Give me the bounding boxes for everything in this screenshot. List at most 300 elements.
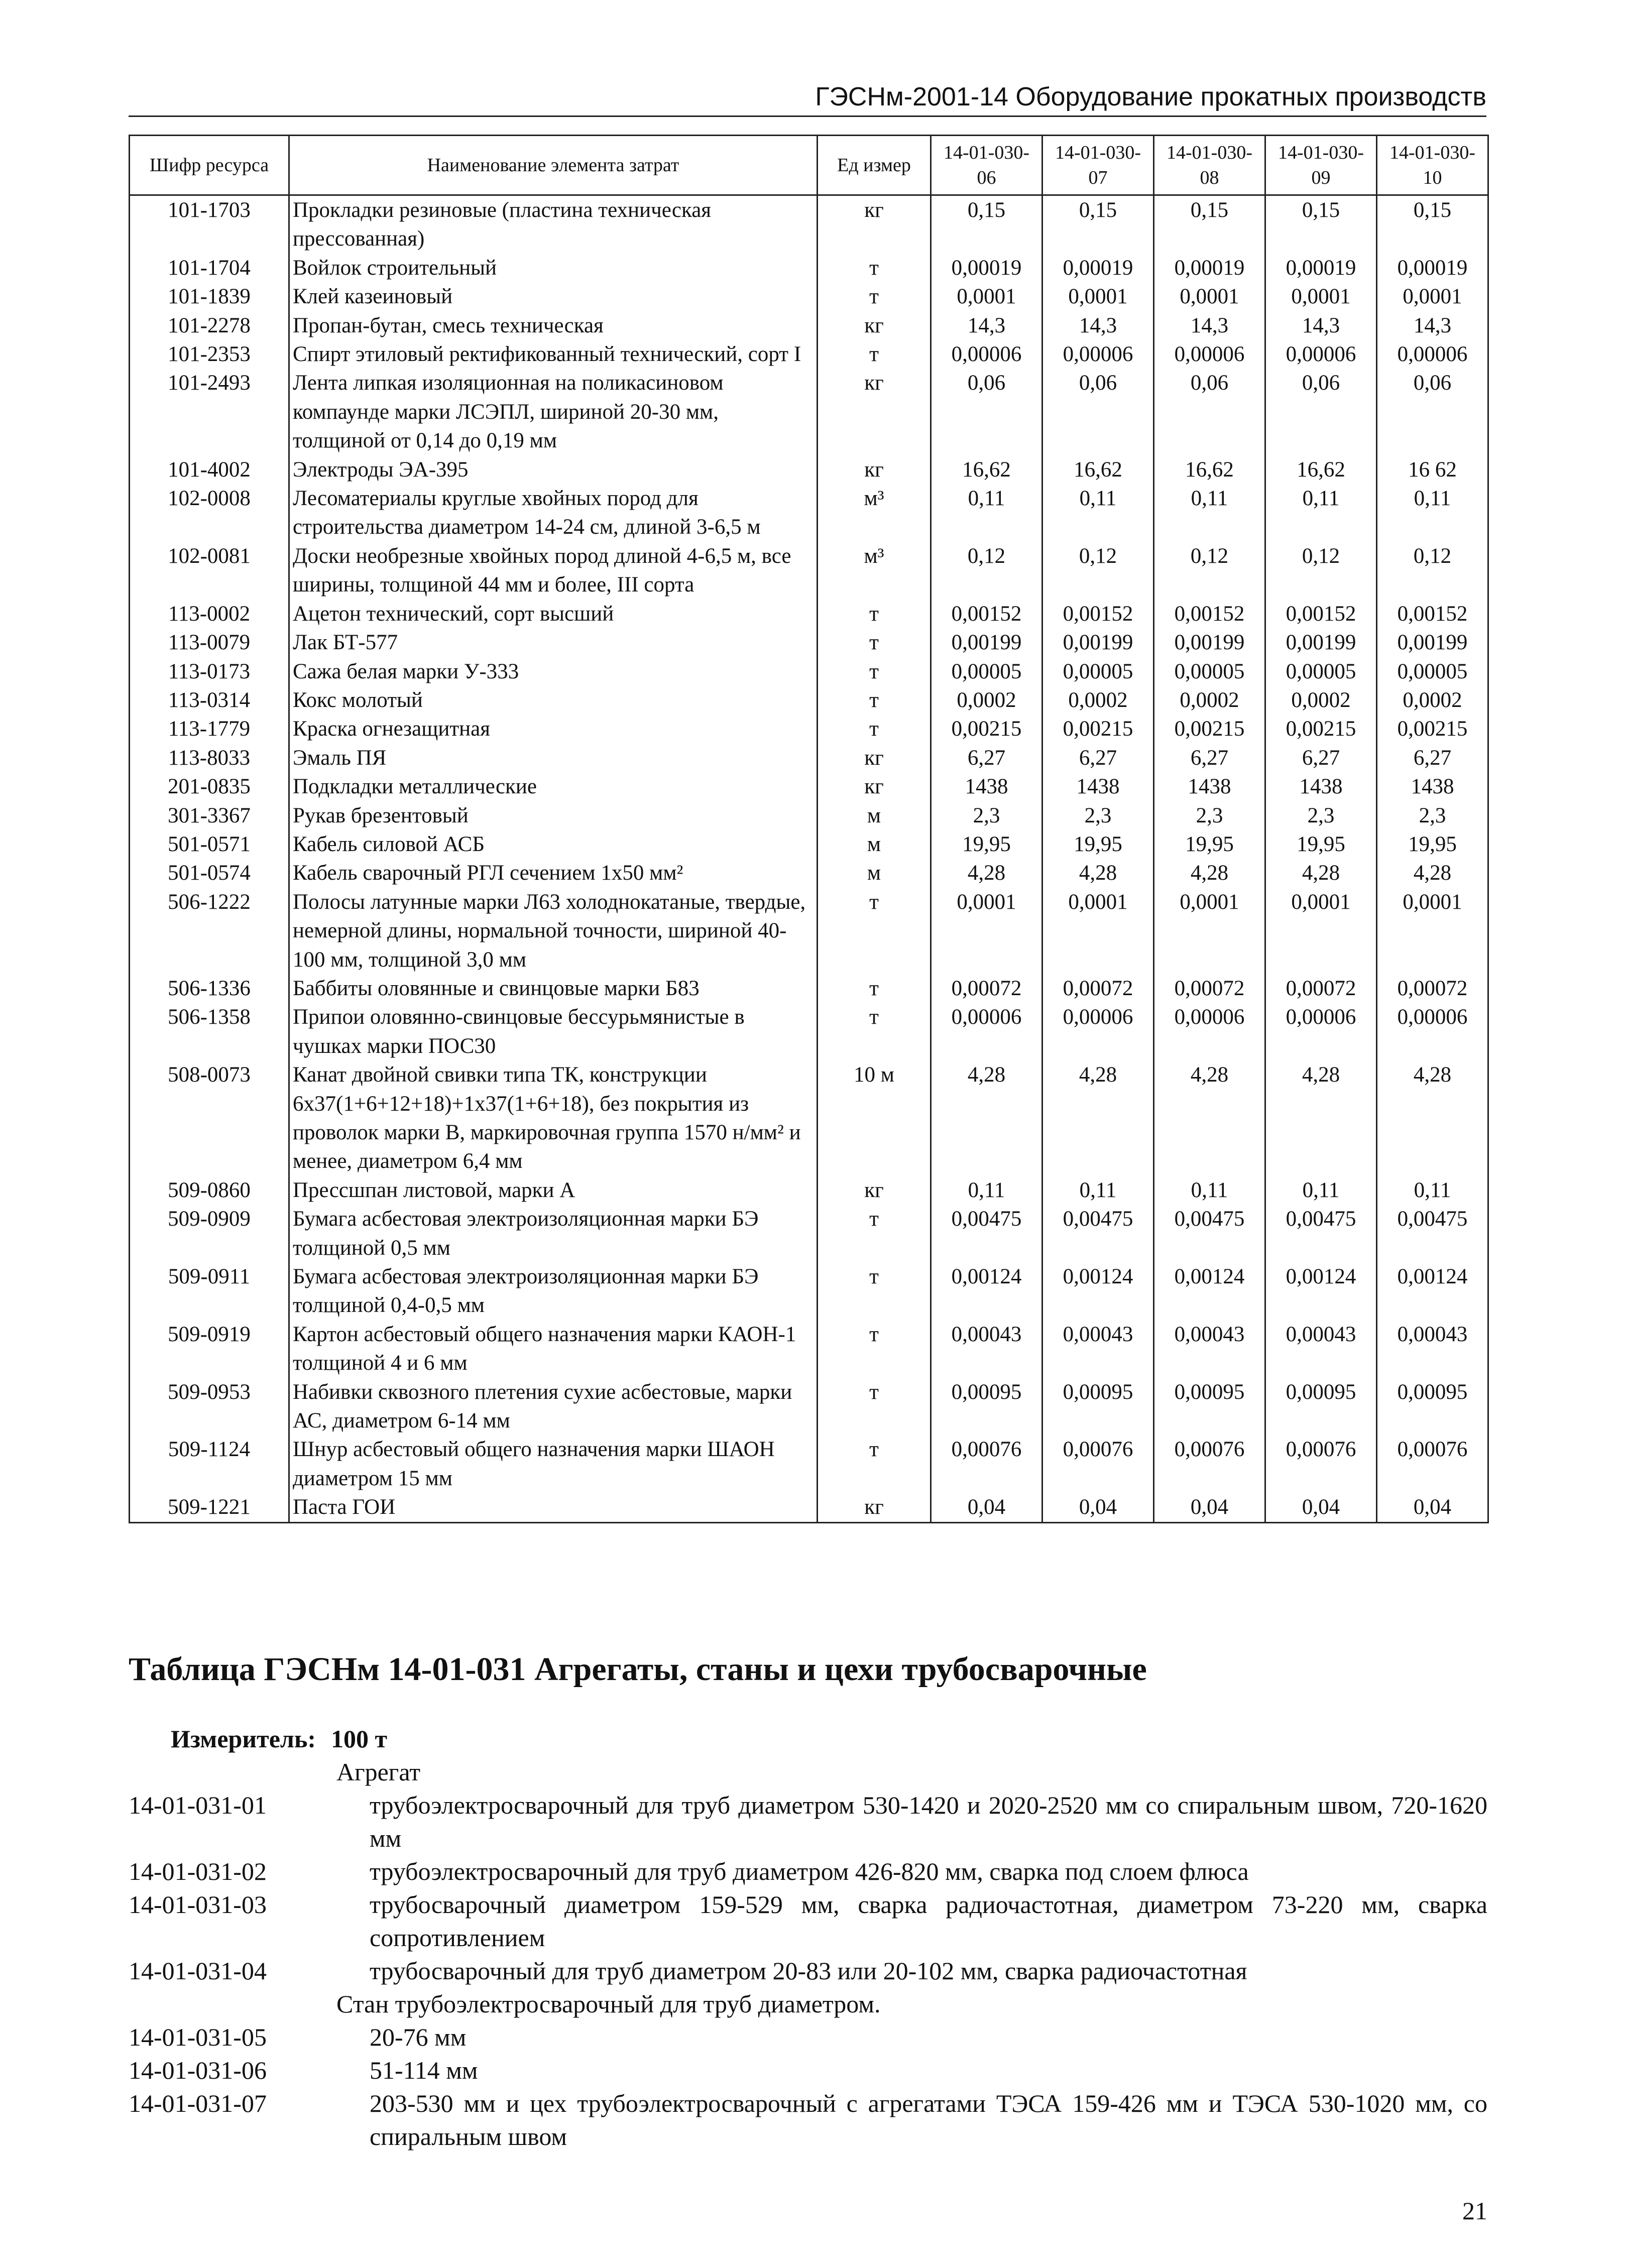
row-name: Картон асбестовый общего назначения марки КАОН-1 толщиной 4 и 6 мм	[289, 1320, 818, 1378]
row-value: 0,06	[931, 369, 1042, 455]
row-value: 0,00095	[1154, 1378, 1265, 1436]
row-unit: м³	[818, 542, 931, 600]
table-row	[130, 195, 1488, 254]
row-name: Прессшпан листовой, марки А	[289, 1176, 818, 1205]
table-row	[130, 1176, 1488, 1205]
row-code: 101-1839	[130, 282, 289, 311]
row-name: Клей казеиновый	[289, 282, 818, 311]
row-value: 4,28	[1265, 1060, 1377, 1176]
row-code: 509-0860	[130, 1176, 289, 1205]
row-value: 4,28	[1377, 859, 1488, 887]
row-value: 0,00005	[931, 657, 1042, 686]
row-value: 0,11	[1265, 484, 1377, 542]
row-value: 0,0001	[1377, 888, 1488, 974]
row-value: 16,62	[1042, 455, 1154, 484]
row-value: 0,06	[1042, 369, 1154, 455]
row-value: 4,28	[931, 1060, 1042, 1176]
row-value: 0,00043	[931, 1320, 1042, 1378]
row-unit: кг	[818, 195, 931, 254]
row-code: 113-0173	[130, 657, 289, 686]
table-row	[130, 542, 1488, 600]
row-value: 0,0001	[1265, 888, 1377, 974]
row-value: 0,00072	[1154, 974, 1265, 1003]
row-value: 0,00076	[931, 1435, 1042, 1493]
row-value: 0,00124	[1042, 1262, 1154, 1320]
row-value: 0,00215	[1042, 714, 1154, 743]
item-code: 14-01-031-03	[129, 1890, 267, 1919]
row-value: 1438	[931, 772, 1042, 801]
row-value: 0,12	[931, 542, 1042, 600]
meter	[171, 1722, 387, 1755]
row-value: 0,00152	[1042, 600, 1154, 628]
row-unit: т	[818, 282, 931, 311]
row-value: 4,28	[1265, 859, 1377, 887]
item-desc: 20-76 мм	[370, 2023, 467, 2051]
row-value: 0,00043	[1154, 1320, 1265, 1378]
row-value: 0,11	[1377, 484, 1488, 542]
row-code: 101-1704	[130, 254, 289, 282]
header-col-5: 14-01-030-10	[1377, 136, 1488, 195]
row-value: 0,00006	[1042, 340, 1154, 369]
row-name: Электроды ЭА-395	[289, 455, 818, 484]
row-value: 0,00475	[1265, 1205, 1377, 1262]
list-item	[129, 2054, 1487, 2087]
row-code: 506-1336	[130, 974, 289, 1003]
row-value: 1438	[1154, 772, 1265, 801]
row-unit: кг	[818, 744, 931, 772]
row-code: 508-0073	[130, 1060, 289, 1176]
row-value: 0,00072	[1377, 974, 1488, 1003]
row-value: 0,04	[1377, 1493, 1488, 1522]
row-name: Бумага асбестовая электроизоляционная марки БЭ толщиной 0,4-0,5 мм	[289, 1262, 818, 1320]
row-value: 0,00199	[1154, 628, 1265, 657]
row-value: 0,00006	[1265, 1003, 1377, 1060]
row-unit: т	[818, 254, 931, 282]
row-value: 0,0001	[1042, 282, 1154, 311]
row-value: 0,00124	[931, 1262, 1042, 1320]
row-code: 509-0919	[130, 1320, 289, 1378]
row-value: 0,11	[1154, 484, 1265, 542]
row-unit: т	[818, 1378, 931, 1436]
row-code: 102-0008	[130, 484, 289, 542]
row-value: 6,27	[1154, 744, 1265, 772]
row-value: 0,11	[1265, 1176, 1377, 1205]
header-col-2: 14-01-030-07	[1042, 136, 1154, 195]
row-value: 0,00019	[931, 254, 1042, 282]
row-value: 0,00076	[1265, 1435, 1377, 1493]
row-value: 0,06	[1265, 369, 1377, 455]
row-value: 16,62	[1154, 455, 1265, 484]
row-code: 506-1358	[130, 1003, 289, 1060]
list-item	[129, 2020, 1487, 2054]
row-name: Подкладки металлические	[289, 772, 818, 801]
row-value: 0,00124	[1377, 1262, 1488, 1320]
row-value: 4,28	[1042, 859, 1154, 887]
row-value: 0,00005	[1265, 657, 1377, 686]
row-value: 14,3	[1042, 311, 1154, 340]
header-col-1: 14-01-030-06	[931, 136, 1042, 195]
row-unit: 10 м	[818, 1060, 931, 1176]
row-code: 501-0574	[130, 859, 289, 887]
row-value: 14,3	[1377, 311, 1488, 340]
table-row	[130, 282, 1488, 311]
row-name: Спирт этиловый ректификованный технический, сорт I	[289, 340, 818, 369]
row-name: Рукав брезентовый	[289, 801, 818, 830]
item-code: 14-01-031-07	[129, 2089, 267, 2117]
row-value: 0,00199	[1265, 628, 1377, 657]
header-name: Наименование элемента затрат	[289, 136, 818, 195]
row-value: 0,00152	[1154, 600, 1265, 628]
row-value: 0,11	[1042, 1176, 1154, 1205]
item-desc: трубосварочный для труб диаметром 20-83 или 20-102 мм, сварка радиочастотная	[370, 1957, 1247, 1985]
table-row	[130, 600, 1488, 628]
row-name: Канат двойной свивки типа ТК, конструкции 6х37(1+6+12+18)+1х37(1+6+18), без покрытия из проволок марки В, маркировочная группа 1570 н/мм² и менее, диаметром 6,4 мм	[289, 1060, 818, 1176]
item-code: 14-01-031-02	[129, 1857, 267, 1885]
row-name: Лента липкая изоляционная на поликасиновом компаунде марки ЛСЭПЛ, шириной 20-30 мм, толщиной от 0,14 до 0,19 мм	[289, 369, 818, 455]
row-value: 0,00006	[931, 1003, 1042, 1060]
row-value: 0,00215	[931, 714, 1042, 743]
row-value: 0,0001	[931, 282, 1042, 311]
row-value: 0,00152	[1265, 600, 1377, 628]
item-desc: трубоэлектросварочный для труб диаметром 426-820 мм, сварка под слоем флюса	[370, 1857, 1249, 1885]
row-unit: кг	[818, 1176, 931, 1205]
row-value: 0,11	[1377, 1176, 1488, 1205]
table-header-row	[130, 136, 1488, 195]
header-col-4: 14-01-030-09	[1265, 136, 1377, 195]
row-value: 19,95	[931, 830, 1042, 859]
row-value: 2,3	[1265, 801, 1377, 830]
row-code: 509-0909	[130, 1205, 289, 1262]
row-unit: м	[818, 830, 931, 859]
row-value: 0,00076	[1154, 1435, 1265, 1493]
row-value: 16 62	[1377, 455, 1488, 484]
table-row	[130, 888, 1488, 974]
row-code: 101-2493	[130, 369, 289, 455]
row-value: 0,00215	[1154, 714, 1265, 743]
row-value: 14,3	[931, 311, 1042, 340]
row-name: Кабель сварочный РГЛ сечением 1х50 мм²	[289, 859, 818, 887]
row-code: 101-2278	[130, 311, 289, 340]
row-value: 0,00005	[1377, 657, 1488, 686]
table-row	[130, 859, 1488, 887]
row-value: 0,0001	[931, 888, 1042, 974]
row-name: Сажа белая марки У-333	[289, 657, 818, 686]
meter-value: 100 т	[331, 1725, 388, 1753]
section-title: Таблица ГЭСНм 14-01-031 Агрегаты, станы и цехи трубосварочные	[129, 1651, 1147, 1688]
row-name: Шнур асбестовый общего назначения марки ШАОН диаметром 15 мм	[289, 1435, 818, 1493]
row-value: 0,15	[1154, 195, 1265, 254]
table-row	[130, 686, 1488, 714]
row-value: 0,00006	[1154, 340, 1265, 369]
table-row	[130, 254, 1488, 282]
item-desc: 203-530 мм и цех трубоэлектросварочный с агрегатами ТЭСА 159-426 мм и ТЭСА 530-1020 мм, со спиральным швом	[370, 2089, 1487, 2151]
row-value: 0,11	[1154, 1176, 1265, 1205]
table-row	[130, 369, 1488, 455]
row-unit: т	[818, 1205, 931, 1262]
row-unit: т	[818, 628, 931, 657]
row-value: 0,00019	[1042, 254, 1154, 282]
list-item	[129, 1954, 1487, 1987]
row-value: 0,00043	[1377, 1320, 1488, 1378]
row-value: 0,0002	[931, 686, 1042, 714]
row-value: 0,00006	[1042, 1003, 1154, 1060]
row-code: 301-3367	[130, 801, 289, 830]
row-value: 0,00006	[931, 340, 1042, 369]
row-name: Припои оловянно-свинцовые бессурьмянистые в чушках марки ПОС30	[289, 1003, 818, 1060]
row-value: 0,00005	[1042, 657, 1154, 686]
row-name: Лесоматериалы круглые хвойных пород для строительства диаметром 14-24 см, длиной 3-6,5 м	[289, 484, 818, 542]
row-value: 0,0002	[1265, 686, 1377, 714]
row-value: 0,00006	[1377, 340, 1488, 369]
row-name: Пропан-бутан, смесь техническая	[289, 311, 818, 340]
row-code: 113-0314	[130, 686, 289, 714]
resource-table	[129, 135, 1489, 1523]
list-item	[129, 2087, 1487, 2153]
table-row	[130, 744, 1488, 772]
item-code: 14-01-031-01	[129, 1791, 267, 1819]
row-value: 19,95	[1042, 830, 1154, 859]
row-value: 0,00019	[1265, 254, 1377, 282]
table-row	[130, 1378, 1488, 1436]
row-value: 0,00005	[1154, 657, 1265, 686]
row-value: 0,00072	[931, 974, 1042, 1003]
row-value: 0,11	[1042, 484, 1154, 542]
page-header: ГЭСНм-2001-14 Оборудование прокатных производств	[129, 79, 1486, 117]
row-code: 101-2353	[130, 340, 289, 369]
row-value: 0,0001	[1377, 282, 1488, 311]
row-value: 0,04	[1042, 1493, 1154, 1522]
row-value: 0,00199	[1042, 628, 1154, 657]
table-row	[130, 1060, 1488, 1176]
row-value: 0,00475	[1377, 1205, 1488, 1262]
row-value: 0,00043	[1042, 1320, 1154, 1378]
row-value: 2,3	[1377, 801, 1488, 830]
row-unit: т	[818, 888, 931, 974]
meter-label: Измеритель:	[171, 1725, 316, 1753]
row-value: 4,28	[1154, 859, 1265, 887]
row-unit: т	[818, 600, 931, 628]
row-value: 0,04	[931, 1493, 1042, 1522]
group-label-mill: Стан трубоэлектросварочный для труб диаметром.	[336, 1990, 881, 2018]
row-value: 0,04	[1265, 1493, 1377, 1522]
row-unit: т	[818, 340, 931, 369]
row-value: 0,00019	[1154, 254, 1265, 282]
header-code: Шифр ресурса	[130, 136, 289, 195]
row-value: 0,00215	[1265, 714, 1377, 743]
group-label-aggregate: Агрегат	[336, 1758, 421, 1786]
row-value: 0,0001	[1042, 888, 1154, 974]
row-value: 4,28	[931, 859, 1042, 887]
row-name: Баббиты оловянные и свинцовые марки Б83	[289, 974, 818, 1003]
row-value: 14,3	[1265, 311, 1377, 340]
row-value: 0,00152	[1377, 600, 1488, 628]
row-unit: т	[818, 1435, 931, 1493]
row-value: 0,00072	[1265, 974, 1377, 1003]
row-value: 0,00475	[1154, 1205, 1265, 1262]
row-unit: кг	[818, 455, 931, 484]
row-value: 0,11	[931, 484, 1042, 542]
table-row	[130, 1262, 1488, 1320]
row-value: 0,11	[931, 1176, 1042, 1205]
list-item	[129, 1788, 1487, 1855]
table-row	[130, 801, 1488, 830]
row-name: Эмаль ПЯ	[289, 744, 818, 772]
row-value: 16,62	[931, 455, 1042, 484]
table-row	[130, 830, 1488, 859]
row-code: 506-1222	[130, 888, 289, 974]
row-unit: м	[818, 859, 931, 887]
row-value: 0,15	[931, 195, 1042, 254]
row-unit: т	[818, 657, 931, 686]
row-unit: т	[818, 1320, 931, 1378]
table-row	[130, 657, 1488, 686]
item-code: 14-01-031-05	[129, 2023, 267, 2051]
row-unit: кг	[818, 311, 931, 340]
row-value: 0,00199	[931, 628, 1042, 657]
row-value: 4,28	[1154, 1060, 1265, 1176]
row-value: 0,00076	[1377, 1435, 1488, 1493]
row-value: 0,00199	[1377, 628, 1488, 657]
row-value: 0,0002	[1154, 686, 1265, 714]
row-value: 0,00006	[1265, 340, 1377, 369]
row-value: 2,3	[1154, 801, 1265, 830]
row-value: 0,15	[1377, 195, 1488, 254]
row-name: Набивки сквозного плетения сухие асбестовые, марки АС, диаметром 6-14 мм	[289, 1378, 818, 1436]
table-row	[130, 455, 1488, 484]
row-value: 6,27	[1042, 744, 1154, 772]
row-value: 0,0001	[1154, 888, 1265, 974]
table-row	[130, 1003, 1488, 1060]
item-desc: трубоэлектросварочный для труб диаметром 530-1420 и 2020-2520 мм со спиральным швом, 720-1620 мм	[370, 1791, 1487, 1852]
table-row	[130, 1320, 1488, 1378]
row-value: 0,00043	[1265, 1320, 1377, 1378]
row-name: Кабель силовой АСБ	[289, 830, 818, 859]
row-unit: м³	[818, 484, 931, 542]
row-unit: т	[818, 974, 931, 1003]
table-row	[130, 1435, 1488, 1493]
header-col-3: 14-01-030-08	[1154, 136, 1265, 195]
table-row	[130, 772, 1488, 801]
row-value: 6,27	[931, 744, 1042, 772]
row-code: 113-1779	[130, 714, 289, 743]
row-value: 4,28	[1377, 1060, 1488, 1176]
list-item	[129, 1855, 1487, 1888]
row-value: 19,95	[1377, 830, 1488, 859]
row-value: 0,0002	[1042, 686, 1154, 714]
row-name: Прокладки резиновые (пластина техническая прессованная)	[289, 195, 818, 254]
row-value: 0,0001	[1154, 282, 1265, 311]
row-code: 201-0835	[130, 772, 289, 801]
item-desc: 51-114 мм	[370, 2056, 478, 2084]
table-row	[130, 484, 1488, 542]
row-value: 0,00019	[1377, 254, 1488, 282]
row-value: 1438	[1042, 772, 1154, 801]
row-name: Паста ГОИ	[289, 1493, 818, 1522]
table-row	[130, 1205, 1488, 1262]
row-unit: кг	[818, 369, 931, 455]
row-value: 6,27	[1265, 744, 1377, 772]
header-unit: Ед измер	[818, 136, 931, 195]
row-code: 101-1703	[130, 195, 289, 254]
row-value: 19,95	[1154, 830, 1265, 859]
row-name: Ацетон технический, сорт высший	[289, 600, 818, 628]
row-code: 113-0079	[130, 628, 289, 657]
row-value: 0,00006	[1377, 1003, 1488, 1060]
row-unit: кг	[818, 772, 931, 801]
row-value: 0,00152	[931, 600, 1042, 628]
row-value: 0,00095	[1377, 1378, 1488, 1436]
row-value: 0,12	[1154, 542, 1265, 600]
row-name: Краска огнезащитная	[289, 714, 818, 743]
row-value: 2,3	[1042, 801, 1154, 830]
row-value: 0,00095	[1042, 1378, 1154, 1436]
row-code: 509-0911	[130, 1262, 289, 1320]
table-row	[130, 714, 1488, 743]
row-unit: т	[818, 714, 931, 743]
row-name: Лак БТ-577	[289, 628, 818, 657]
row-code: 509-1221	[130, 1493, 289, 1522]
row-value: 1438	[1265, 772, 1377, 801]
row-unit: м	[818, 801, 931, 830]
row-value: 0,00124	[1265, 1262, 1377, 1320]
row-code: 113-8033	[130, 744, 289, 772]
row-value: 0,00475	[931, 1205, 1042, 1262]
row-value: 0,00124	[1154, 1262, 1265, 1320]
row-value: 0,0001	[1265, 282, 1377, 311]
item-desc: трубосварочный диаметром 159-529 мм, сварка радиочастотная, диаметром 73-220 мм, сварка сопротивлением	[370, 1890, 1487, 1952]
list-item	[129, 1888, 1487, 1954]
row-value: 0,06	[1154, 369, 1265, 455]
row-value: 6,27	[1377, 744, 1488, 772]
row-unit: т	[818, 1262, 931, 1320]
row-name: Бумага асбестовая электроизоляционная марки БЭ толщиной 0,5 мм	[289, 1205, 818, 1262]
table-row	[130, 1493, 1488, 1522]
row-name: Полосы латунные марки Л63 холоднокатаные, твердые, немерной длины, нормальной точности, шириной 40-100 мм, толщиной 3,0 мм	[289, 888, 818, 974]
row-value: 0,00095	[1265, 1378, 1377, 1436]
row-code: 102-0081	[130, 542, 289, 600]
row-value: 0,12	[1265, 542, 1377, 600]
row-code: 509-1124	[130, 1435, 289, 1493]
table-row	[130, 628, 1488, 657]
row-name: Доски необрезные хвойных пород длиной 4-6,5 м, все ширины, толщиной 44 мм и более, III сорта	[289, 542, 818, 600]
row-value: 16,62	[1265, 455, 1377, 484]
row-name: Кокс молотый	[289, 686, 818, 714]
row-name: Войлок строительный	[289, 254, 818, 282]
row-value: 0,06	[1377, 369, 1488, 455]
row-unit: т	[818, 686, 931, 714]
table-row	[130, 974, 1488, 1003]
row-code: 101-4002	[130, 455, 289, 484]
row-value: 0,00095	[931, 1378, 1042, 1436]
item-code: 14-01-031-06	[129, 2056, 267, 2084]
row-value: 0,00072	[1042, 974, 1154, 1003]
row-value: 0,00215	[1377, 714, 1488, 743]
row-code: 509-0953	[130, 1378, 289, 1436]
row-value: 14,3	[1154, 311, 1265, 340]
row-value: 1438	[1377, 772, 1488, 801]
row-value: 4,28	[1042, 1060, 1154, 1176]
row-code: 113-0002	[130, 600, 289, 628]
row-unit: кг	[818, 1493, 931, 1522]
row-value: 0,15	[1042, 195, 1154, 254]
row-value: 0,00076	[1042, 1435, 1154, 1493]
table-row	[130, 340, 1488, 369]
row-value: 2,3	[931, 801, 1042, 830]
row-value: 19,95	[1265, 830, 1377, 859]
row-unit: т	[818, 1003, 931, 1060]
table-row	[130, 311, 1488, 340]
row-value: 0,04	[1154, 1493, 1265, 1522]
